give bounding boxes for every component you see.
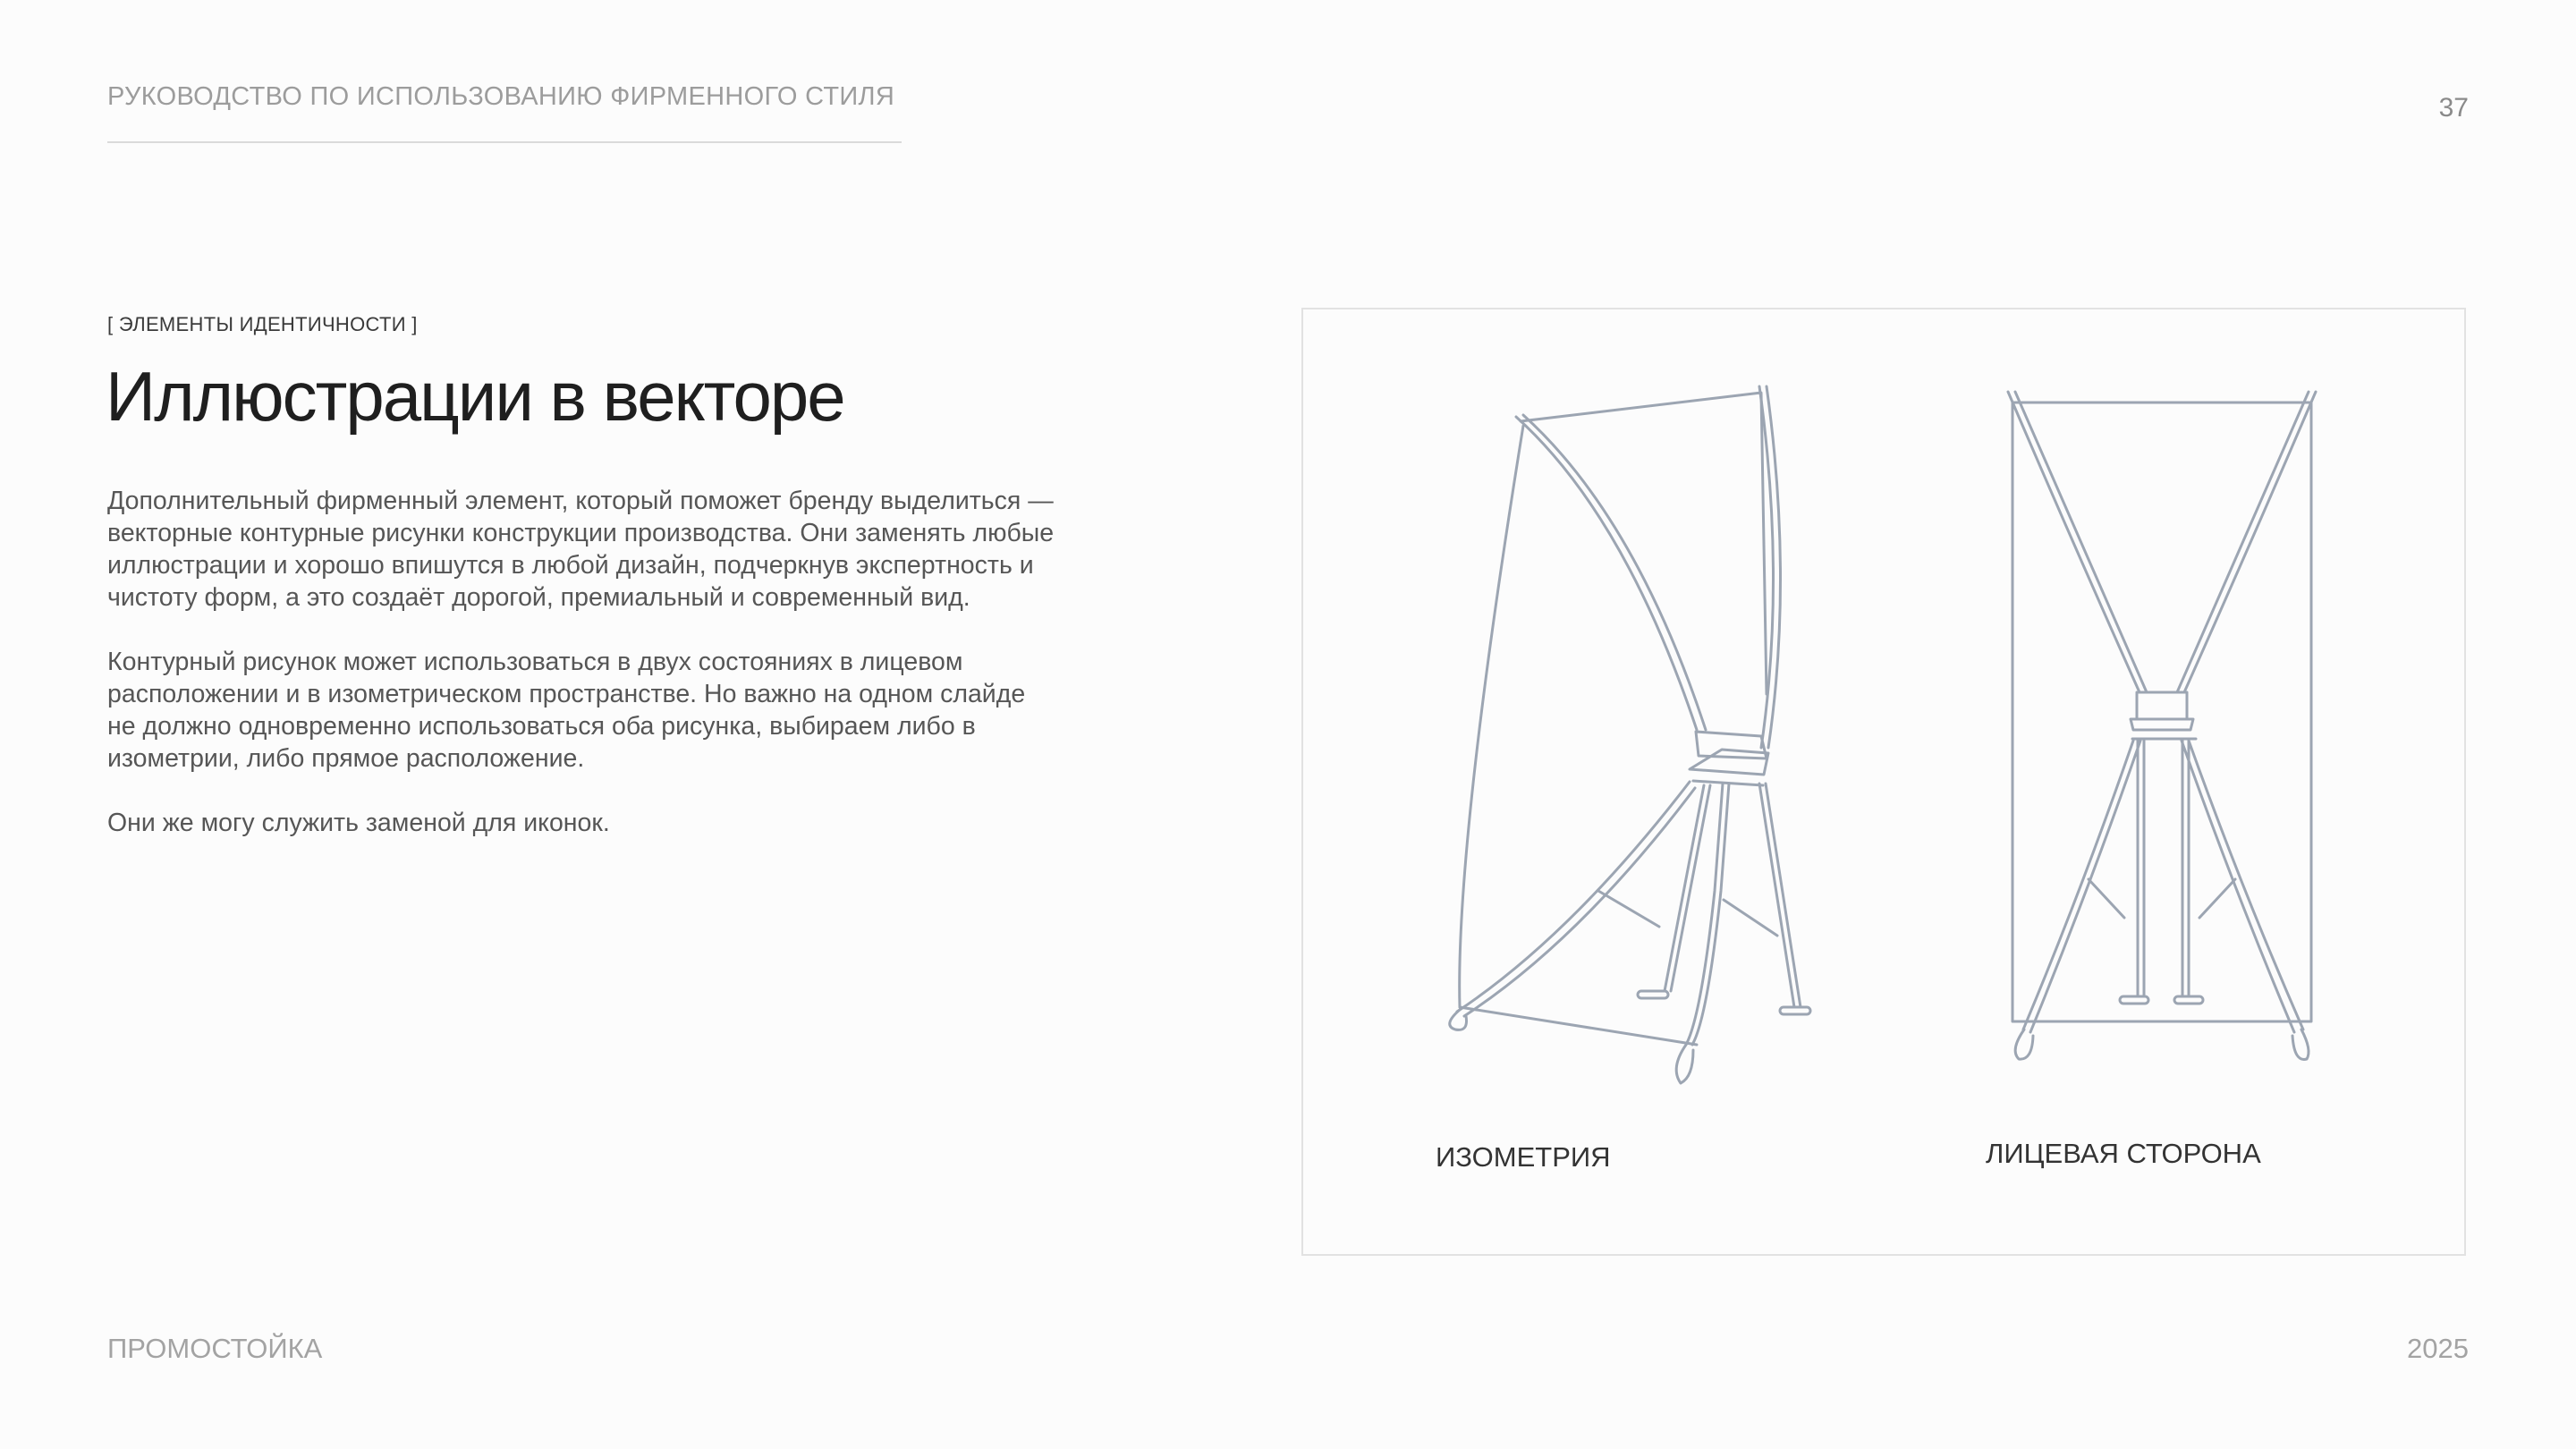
caption-isometric: ИЗОМЕТРИЯ <box>1436 1141 1611 1173</box>
x-banner-stand-isometric-illustration <box>1450 386 1810 1083</box>
body-paragraph-3: Они же могу служить заменой для иконок. <box>107 809 610 837</box>
page-number: 37 <box>2438 93 2469 123</box>
page-title: Иллюстрации в векторе <box>106 357 844 436</box>
x-banner-stand-front-illustration <box>2008 392 2316 1059</box>
body-paragraph-1: Дополнительный фирменный элемент, который поможет бренду выделиться — векторные контурные рисунки конструкции производства. Они заменять любые иллюстрации и хорошо впишутся в любой дизайн, подчеркнув экспертность и чистоту форм, а это создаёт дорогой, премиальный и современный вид. <box>107 487 1055 612</box>
body-paragraph-2: Контурный рисунок может использоваться в двух состояниях в лицевом расположении и в изометрическом пространстве. Но важно на одном слайде не должно одновременно использоваться оба рисунка, выбираем либо в изометрии, либо прямое расположение. <box>107 648 1026 773</box>
caption-front-side: ЛИЦЕВАЯ СТОРОНА <box>1986 1138 2261 1169</box>
document-header-title: РУКОВОДСТВО ПО ИСПОЛЬЗОВАНИЮ ФИРМЕННОГО СТИЛЯ <box>107 82 895 111</box>
footer-product-label: ПРОМОСТОЙКА <box>107 1333 323 1364</box>
illustration-panel <box>1301 308 2466 1256</box>
section-eyebrow: [ ЭЛЕМЕНТЫ ИДЕНТИЧНОСТИ ] <box>107 313 418 335</box>
body-text <box>107 485 1055 871</box>
header-divider <box>107 141 902 143</box>
footer-year: 2025 <box>2407 1333 2469 1364</box>
